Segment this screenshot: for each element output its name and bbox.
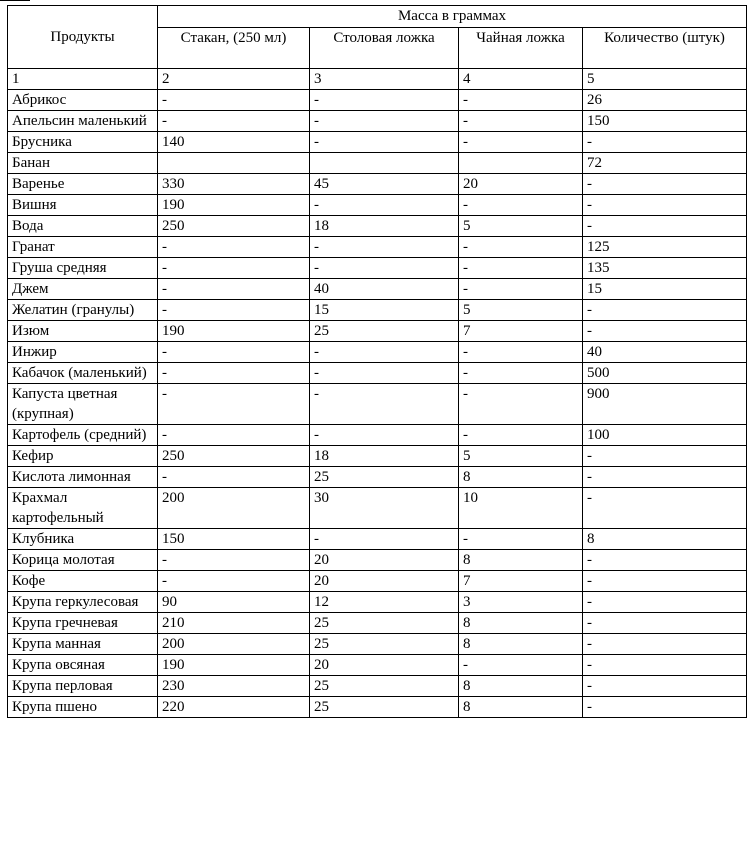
product-name: Картофель (средний) [8, 425, 158, 446]
table-row [8, 90, 747, 111]
tablespoon-mass: 20 [310, 550, 459, 571]
tablespoon-mass: 18 [310, 446, 459, 467]
quantity-value: - [583, 488, 747, 529]
page-edge-line [0, 0, 30, 4]
tablespoon-mass: 18 [310, 216, 459, 237]
quantity-value: - [583, 321, 747, 342]
glass-mass [158, 153, 310, 174]
teaspoon-mass: 5 [459, 300, 583, 321]
column-number: 1 [8, 69, 158, 90]
product-name: Крупа гречневая [8, 613, 158, 634]
tablespoon-mass: - [310, 111, 459, 132]
table-row [8, 195, 747, 216]
quantity-value: - [583, 300, 747, 321]
product-name: Кислота лимонная [8, 467, 158, 488]
glass-mass: - [158, 111, 310, 132]
glass-mass: 200 [158, 488, 310, 529]
tablespoon-mass: - [310, 237, 459, 258]
glass-mass: - [158, 258, 310, 279]
product-name: Крупа пшено [8, 697, 158, 718]
tablespoon-mass [310, 153, 459, 174]
product-name: Корица молотая [8, 550, 158, 571]
product-name: Вишня [8, 195, 158, 216]
teaspoon-mass: - [459, 529, 583, 550]
product-name: Брусника [8, 132, 158, 153]
tablespoon-mass: - [310, 132, 459, 153]
quantity-value: - [583, 676, 747, 697]
table-row [8, 697, 747, 718]
header-mass-group: Масса в граммах [158, 6, 747, 28]
weights-table [7, 5, 747, 718]
quantity-value: 72 [583, 153, 747, 174]
glass-mass: 200 [158, 634, 310, 655]
table-row [8, 132, 747, 153]
teaspoon-mass: - [459, 425, 583, 446]
tablespoon-mass: - [310, 342, 459, 363]
glass-mass: 250 [158, 446, 310, 467]
teaspoon-mass: - [459, 384, 583, 425]
tablespoon-mass: - [310, 90, 459, 111]
quantity-value: - [583, 446, 747, 467]
tablespoon-mass: 20 [310, 571, 459, 592]
product-name: Джем [8, 279, 158, 300]
teaspoon-mass: 8 [459, 697, 583, 718]
quantity-value: 500 [583, 363, 747, 384]
table-header [8, 6, 747, 90]
quantity-value: - [583, 613, 747, 634]
glass-mass: 150 [158, 529, 310, 550]
quantity-value: 135 [583, 258, 747, 279]
tablespoon-mass: - [310, 529, 459, 550]
header-teaspoon: Чайная ложка [459, 28, 583, 69]
column-number: 2 [158, 69, 310, 90]
table-row [8, 592, 747, 613]
glass-mass: - [158, 550, 310, 571]
quantity-value: 100 [583, 425, 747, 446]
teaspoon-mass: - [459, 342, 583, 363]
table-row [8, 153, 747, 174]
product-name: Крупа манная [8, 634, 158, 655]
product-name: Крупа геркулесовая [8, 592, 158, 613]
header-glass: Стакан, (250 мл) [158, 28, 310, 69]
table-row [8, 634, 747, 655]
tablespoon-mass: - [310, 363, 459, 384]
tablespoon-mass: 30 [310, 488, 459, 529]
glass-mass: 190 [158, 655, 310, 676]
tablespoon-mass: 25 [310, 697, 459, 718]
table-row [8, 279, 747, 300]
teaspoon-mass: 8 [459, 634, 583, 655]
product-name: Капуста цветная (крупная) [8, 384, 158, 425]
quantity-value: - [583, 216, 747, 237]
table-row [8, 363, 747, 384]
teaspoon-mass: 8 [459, 467, 583, 488]
quantity-value: - [583, 550, 747, 571]
glass-mass: 330 [158, 174, 310, 195]
tablespoon-mass: 12 [310, 592, 459, 613]
column-number: 4 [459, 69, 583, 90]
teaspoon-mass: 8 [459, 676, 583, 697]
glass-mass: - [158, 237, 310, 258]
table-row [8, 571, 747, 592]
teaspoon-mass: 5 [459, 216, 583, 237]
tablespoon-mass: 15 [310, 300, 459, 321]
table-row [8, 216, 747, 237]
quantity-value: - [583, 132, 747, 153]
quantity-value: - [583, 571, 747, 592]
table-row [8, 111, 747, 132]
tablespoon-mass: 20 [310, 655, 459, 676]
product-name: Гранат [8, 237, 158, 258]
product-name: Крупа перловая [8, 676, 158, 697]
table-row [8, 488, 747, 529]
teaspoon-mass: 20 [459, 174, 583, 195]
teaspoon-mass: - [459, 655, 583, 676]
header-products: Продукты [8, 6, 158, 69]
table-row [8, 321, 747, 342]
teaspoon-mass: - [459, 90, 583, 111]
product-name: Кофе [8, 571, 158, 592]
glass-mass: - [158, 425, 310, 446]
quantity-value: - [583, 655, 747, 676]
teaspoon-mass: 3 [459, 592, 583, 613]
quantity-value: 40 [583, 342, 747, 363]
product-name: Изюм [8, 321, 158, 342]
product-name: Крахмал картофельный [8, 488, 158, 529]
table-row [8, 237, 747, 258]
product-name: Апельсин маленький [8, 111, 158, 132]
quantity-value: 150 [583, 111, 747, 132]
table-row [8, 342, 747, 363]
glass-mass: - [158, 279, 310, 300]
teaspoon-mass: 8 [459, 550, 583, 571]
quantity-value: - [583, 634, 747, 655]
quantity-value: 125 [583, 237, 747, 258]
table-row [8, 550, 747, 571]
tablespoon-mass: 40 [310, 279, 459, 300]
teaspoon-mass: - [459, 279, 583, 300]
glass-mass: 230 [158, 676, 310, 697]
teaspoon-mass: 7 [459, 571, 583, 592]
product-name: Крупа овсяная [8, 655, 158, 676]
tablespoon-mass: - [310, 258, 459, 279]
header-quantity: Количество (штук) [583, 28, 747, 69]
product-name: Вода [8, 216, 158, 237]
glass-mass: - [158, 363, 310, 384]
quantity-value: 15 [583, 279, 747, 300]
teaspoon-mass: - [459, 132, 583, 153]
quantity-value: - [583, 195, 747, 216]
table-row [8, 655, 747, 676]
tablespoon-mass: - [310, 195, 459, 216]
tablespoon-mass: 25 [310, 321, 459, 342]
tablespoon-mass: 25 [310, 634, 459, 655]
glass-mass: - [158, 342, 310, 363]
teaspoon-mass: 10 [459, 488, 583, 529]
teaspoon-mass: - [459, 363, 583, 384]
glass-mass: 90 [158, 592, 310, 613]
teaspoon-mass: 8 [459, 613, 583, 634]
glass-mass: - [158, 467, 310, 488]
teaspoon-mass: - [459, 195, 583, 216]
quantity-value: 8 [583, 529, 747, 550]
product-name: Варенье [8, 174, 158, 195]
table-row [8, 467, 747, 488]
glass-mass: - [158, 571, 310, 592]
table-row [8, 300, 747, 321]
glass-mass: 250 [158, 216, 310, 237]
glass-mass: 140 [158, 132, 310, 153]
glass-mass: - [158, 90, 310, 111]
column-number: 5 [583, 69, 747, 90]
product-name: Кабачок (маленький) [8, 363, 158, 384]
teaspoon-mass [459, 153, 583, 174]
teaspoon-mass: - [459, 111, 583, 132]
table-row [8, 425, 747, 446]
table-row [8, 676, 747, 697]
product-name: Клубника [8, 529, 158, 550]
glass-mass: - [158, 384, 310, 425]
product-name: Банан [8, 153, 158, 174]
quantity-value: - [583, 697, 747, 718]
table-row [8, 258, 747, 279]
product-name: Кефир [8, 446, 158, 467]
table-row [8, 529, 747, 550]
product-name: Желатин (гранулы) [8, 300, 158, 321]
header-tablespoon: Столовая ложка [310, 28, 459, 69]
product-name: Абрикос [8, 90, 158, 111]
quantity-value: 26 [583, 90, 747, 111]
table-row [8, 446, 747, 467]
product-name: Инжир [8, 342, 158, 363]
teaspoon-mass: 5 [459, 446, 583, 467]
glass-mass: 220 [158, 697, 310, 718]
tablespoon-mass: - [310, 425, 459, 446]
glass-mass: 210 [158, 613, 310, 634]
table-row [8, 613, 747, 634]
tablespoon-mass: 25 [310, 676, 459, 697]
glass-mass: 190 [158, 195, 310, 216]
teaspoon-mass: 7 [459, 321, 583, 342]
tablespoon-mass: 45 [310, 174, 459, 195]
teaspoon-mass: - [459, 258, 583, 279]
table-row [8, 384, 747, 425]
quantity-value: - [583, 467, 747, 488]
table-row [8, 174, 747, 195]
quantity-value: - [583, 174, 747, 195]
column-number-row [8, 69, 747, 90]
glass-mass: - [158, 300, 310, 321]
tablespoon-mass: - [310, 384, 459, 425]
column-number: 3 [310, 69, 459, 90]
product-name: Груша средняя [8, 258, 158, 279]
quantity-value: 900 [583, 384, 747, 425]
tablespoon-mass: 25 [310, 467, 459, 488]
table-body [8, 90, 747, 718]
quantity-value: - [583, 592, 747, 613]
glass-mass: 190 [158, 321, 310, 342]
tablespoon-mass: 25 [310, 613, 459, 634]
teaspoon-mass: - [459, 237, 583, 258]
